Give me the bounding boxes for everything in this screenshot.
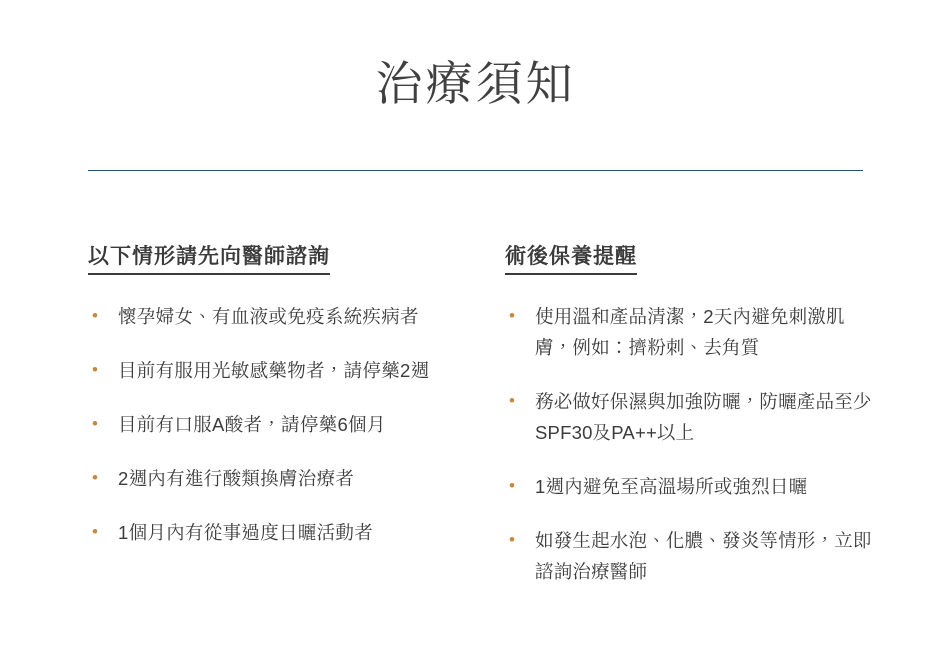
list-item	[88, 409, 461, 440]
list-item-text: 1個月內有從事過度日曬活動者	[118, 522, 373, 543]
bullet-list-left	[88, 301, 461, 548]
bullet-list-right	[505, 301, 878, 587]
list-item	[88, 463, 461, 494]
list-item-text: 如發生起水泡、化膿、發炎等情形，立即諮詢治療醫師	[535, 530, 872, 582]
page-title: 治療須知	[375, 57, 576, 110]
bullet-icon: •	[509, 530, 515, 549]
column-consult-doctor	[88, 240, 461, 610]
content-columns	[88, 240, 878, 610]
list-item	[505, 471, 878, 502]
bullet-icon: •	[92, 414, 98, 433]
list-item-text: 目前有服用光敏感藥物者，請停藥2週	[118, 360, 430, 381]
column-aftercare	[505, 240, 878, 610]
bullet-icon: •	[92, 468, 98, 487]
list-item-text: 務必做好保濕與加強防曬，防曬產品至少SPF30及PA++以上	[535, 391, 872, 443]
bullet-icon: •	[509, 306, 515, 325]
list-item	[505, 301, 878, 363]
list-item-text: 懷孕婦女、有血液或免疫系統疾病者	[118, 306, 419, 327]
list-item	[88, 301, 461, 332]
list-item	[88, 517, 461, 548]
bullet-icon: •	[509, 476, 515, 495]
list-item-text: 2週內有進行酸類換膚治療者	[118, 468, 355, 489]
list-item-text: 目前有口服A酸者，請停藥6個月	[118, 414, 386, 435]
column-heading-right: 術後保養提醒	[505, 240, 637, 275]
list-item	[88, 355, 461, 386]
bullet-icon: •	[509, 391, 515, 410]
title-divider	[88, 170, 863, 171]
list-item	[505, 386, 878, 448]
list-item	[505, 525, 878, 587]
bullet-icon: •	[92, 522, 98, 541]
list-item-text: 使用溫和產品清潔，2天內避免刺激肌膚，例如：擠粉刺、去角質	[535, 306, 845, 358]
bullet-icon: •	[92, 306, 98, 325]
bullet-icon: •	[92, 360, 98, 379]
column-heading-left: 以下情形請先向醫師諮詢	[88, 240, 330, 275]
list-item-text: 1週內避免至高溫場所或強烈日曬	[535, 476, 808, 497]
